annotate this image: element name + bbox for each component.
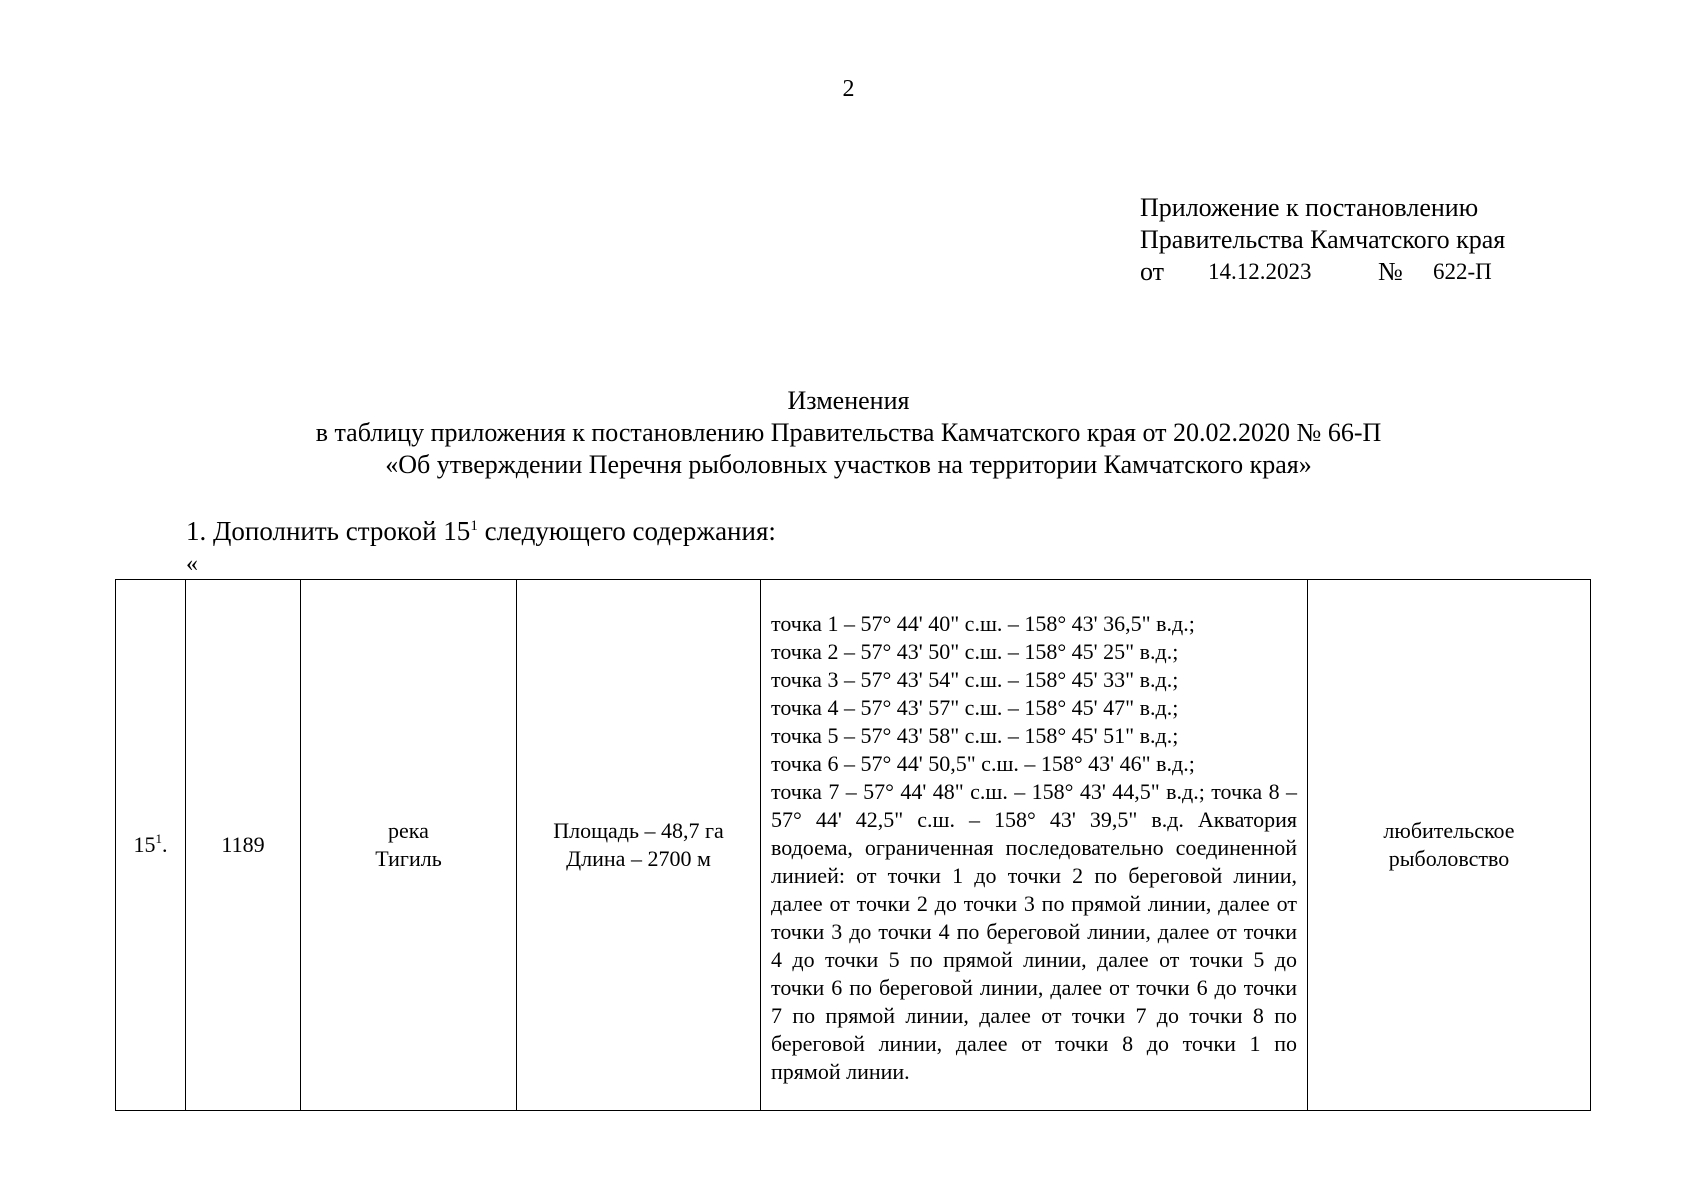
instruction-text-after: следующего содержания:	[477, 516, 776, 546]
coordinate-line: точка 5 – 57° 43' 58" с.ш. – 158° 45' 51" в.д.;	[771, 723, 1179, 748]
row-index-suffix: .	[162, 832, 168, 857]
water-body-name: Тигиль	[375, 846, 442, 871]
site-area: Площадь – 48,7 га	[553, 818, 724, 843]
row-index-superscript: 1	[155, 831, 162, 846]
heading-subtitle: в таблицу приложения к постановлению Правительства Камчатского края от 20.02.2020 № 66-П	[315, 418, 1382, 447]
approval-block	[1140, 192, 1505, 288]
approval-number-sign: №	[1378, 257, 1403, 286]
approval-date: 14.12.2023	[1208, 259, 1312, 284]
approval-from-label: от	[1140, 257, 1165, 286]
page-number: 2	[842, 76, 855, 102]
instruction-superscript: 1	[470, 518, 478, 534]
document-heading	[0, 385, 1697, 481]
approval-line-2: Правительства Камчатского края	[1140, 225, 1506, 254]
instruction-paragraph	[186, 515, 776, 547]
size-cell	[517, 580, 761, 1111]
site-number-cell: 1189	[186, 580, 301, 1111]
fishing-site-table	[115, 579, 1591, 1111]
instruction-text-before: 1. Дополнить строкой 15	[186, 516, 471, 546]
water-body-type: река	[388, 818, 429, 843]
coordinate-line: точка 6 – 57° 44' 50,5" с.ш. – 158° 43' 46" в.д.;	[771, 751, 1195, 776]
approval-number: 622-П	[1433, 259, 1492, 284]
boundaries-cell	[761, 580, 1308, 1111]
water-body-cell	[301, 580, 517, 1111]
coordinate-line: точка 3 – 57° 43' 54" с.ш. – 158° 45' 33" в.д.;	[771, 667, 1179, 692]
row-index-cell	[116, 580, 186, 1111]
approval-line-1: Приложение к постановлению	[1140, 193, 1479, 222]
opening-quote: «	[186, 551, 198, 577]
row-index-base: 15	[133, 832, 156, 857]
approval-reference	[1140, 256, 1505, 288]
coordinate-line: точка 2 – 57° 43' 50" с.ш. – 158° 45' 25" в.д.;	[771, 639, 1179, 664]
heading-title: Изменения	[787, 386, 910, 415]
table-row	[116, 580, 1591, 1111]
site-length: Длина – 2700 м	[566, 846, 711, 871]
coordinate-line: точка 1 – 57° 44' 40" с.ш. – 158° 43' 36,5" в.д.;	[771, 611, 1195, 636]
coordinate-line: точка 4 – 57° 43' 57" с.ш. – 158° 45' 47" в.д.;	[771, 695, 1179, 720]
usage-cell	[1308, 580, 1591, 1111]
usage-line-1: любительское	[1383, 818, 1515, 843]
usage-line-2: рыболовство	[1388, 846, 1510, 871]
heading-act-name: «Об утверждении Перечня рыболовных участков на территории Камчатского края»	[385, 450, 1312, 479]
boundary-description: точка 7 – 57° 44' 48" с.ш. – 158° 43' 44,5" в.д.; точка 8 – 57° 44' 42,5" с.ш. – 158° 43' 39,5" в.д. Акватория водоема, ограниченная последовательно соединенной линией: от точки 1 до точки 2 по береговой линии, далее от точки 2 до точки 3 по прямой линии, далее от точки 3 до точки 4 по береговой линии, далее от точки 4 до точки 5 по прямой линии, далее от точки 5 до точки 6 по береговой линии, далее от точки 6 до точки 7 по прямой линии, далее от точки 7 до точки 8 по береговой линии, далее от точки 8 до точки 1 по прямой линии.	[771, 779, 1297, 1084]
